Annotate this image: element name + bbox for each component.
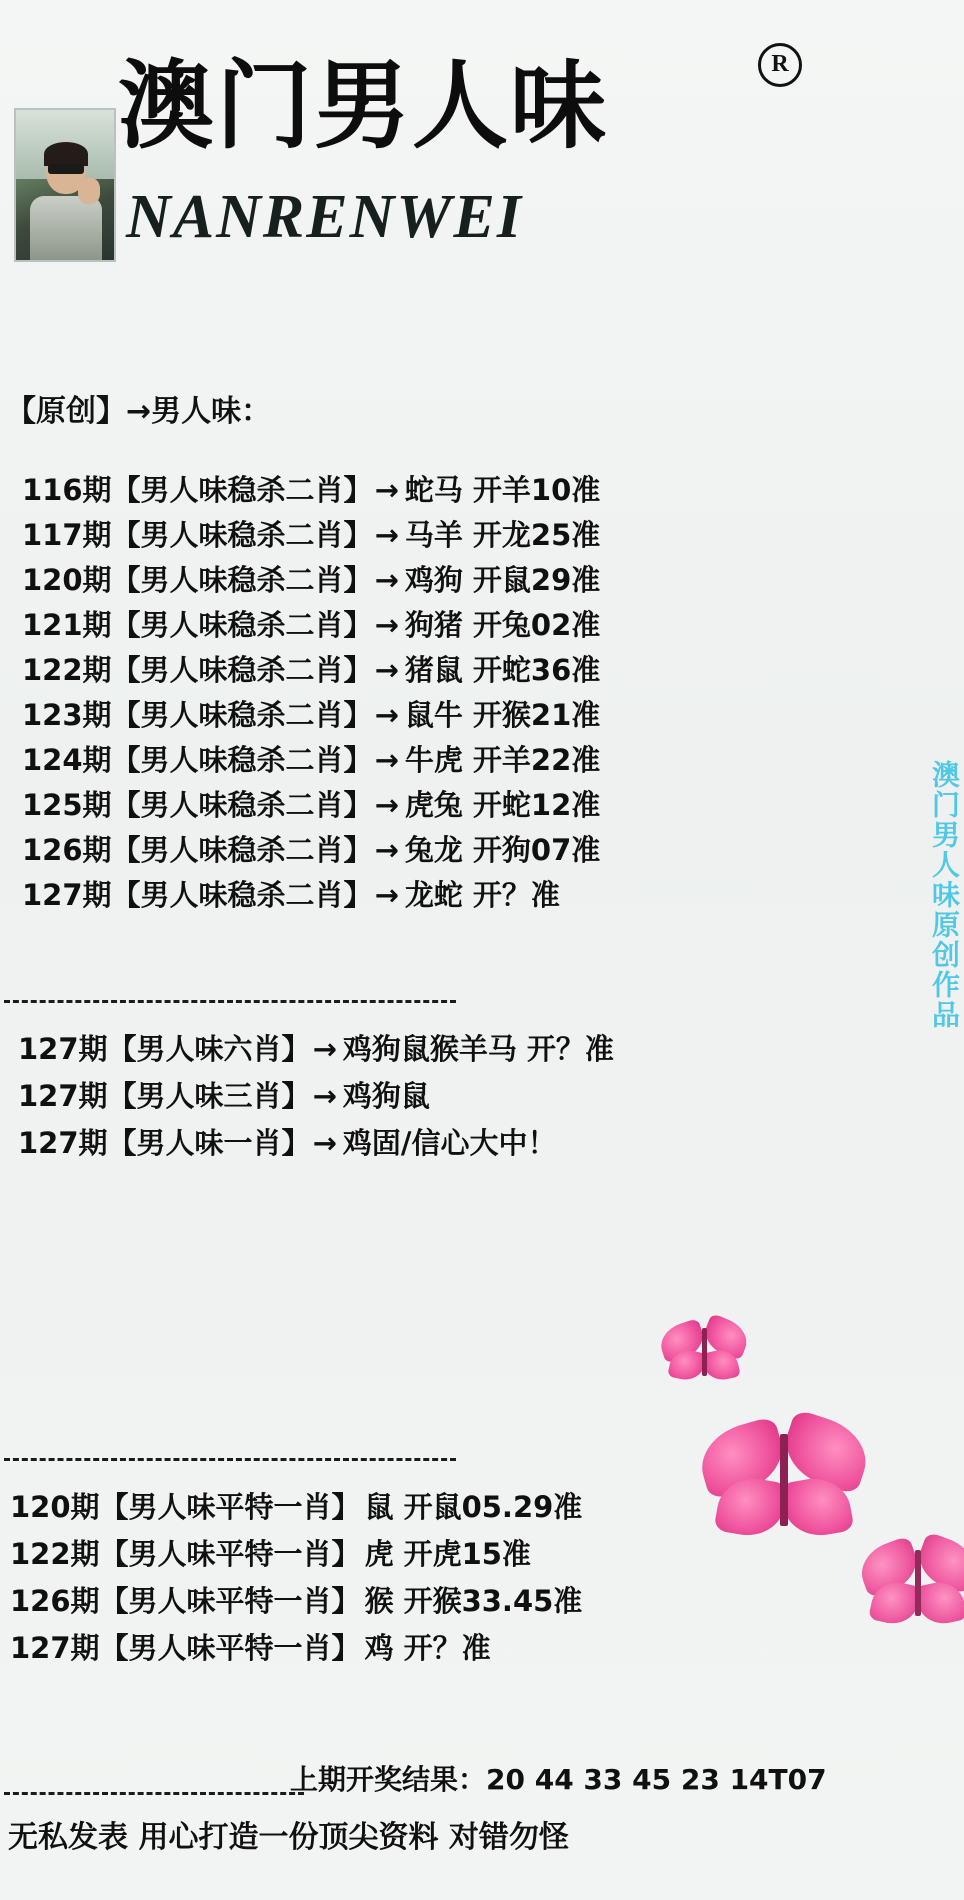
item-title: 【男人味平特一肖】 [99,1631,361,1665]
issue-number: 122期 [22,653,112,687]
zodiac-picks: 鸡狗鼠猴羊马 [342,1032,517,1066]
zodiac-picks: 兔龙 [404,833,463,867]
item-title: 【男人味稳杀二肖】 [111,833,373,867]
issue-number: 127期 [18,1032,108,1066]
tertiary-list [10,1484,950,1672]
zodiac-picks: 猴 [364,1584,394,1618]
previous-draw-result: 上期开奖结果：20 44 33 45 23 14T07 [290,1763,827,1796]
item-title: 【男人味平特一肖】 [99,1490,361,1524]
zodiac-picks: 虎兔 [404,788,463,822]
draw-result: 开鼠29准 [472,563,601,597]
section-label: 【原创】→男人味： [6,394,272,429]
zodiac-picks: 鼠牛 [404,698,463,732]
butterfly-body [702,1328,707,1376]
draw-result: 开羊10准 [472,473,601,507]
draw-result [430,1079,440,1113]
list-item [10,1531,950,1578]
item-title: 【男人味平特一肖】 [99,1584,361,1618]
zodiac-picks: 虎 [364,1537,394,1571]
avatar [14,108,116,262]
zodiac-picks: 鸡 [364,1631,394,1665]
registered-trademark-icon [758,42,802,87]
issue-number: 127期 [18,1126,108,1160]
brand-title-cn: 澳门男人味 [118,50,608,162]
zodiac-picks: 鸡狗鼠 [342,1079,430,1113]
secondary-list [18,1026,938,1167]
item-title: 【男人味稳杀二肖】 [111,563,373,597]
zodiac-picks: 鼠 [364,1490,394,1524]
draw-result: 开鼠05.29准 [403,1490,583,1524]
item-title: 【男人味稳杀二肖】 [111,788,373,822]
draw-result: 开？准 [472,878,560,912]
zodiac-picks: 猪鼠 [404,653,463,687]
list-item [10,1625,950,1672]
arrow-icon: → [374,608,399,642]
zodiac-picks: 牛虎 [404,743,463,777]
zodiac-picks: 鸡狗 [404,563,463,597]
list-item [22,873,922,918]
list-item [10,1578,950,1625]
item-title: 【男人味三肖】 [107,1079,311,1113]
butterfly-icon [660,1320,750,1390]
list-item [22,738,922,783]
main-list [22,468,922,918]
header [0,0,964,300]
item-title: 【男人味稳杀二肖】 [111,473,373,507]
issue-number: 127期 [18,1079,108,1113]
list-item [18,1120,938,1167]
issue-number: 122期 [10,1537,100,1571]
avatar-hair [44,142,88,166]
list-item [22,828,922,873]
list-item [22,603,922,648]
draw-result: 开兔02准 [472,608,601,642]
footer-slogan: 无私发表 用心打造一份顶尖资料 对错勿怪 [8,1820,569,1855]
list-item [22,558,922,603]
draw-result: 开猴33.45准 [403,1584,583,1618]
issue-number: 126期 [22,833,112,867]
vertical-watermark: 澳门男人味原创作品 [928,760,961,1030]
issue-number: 127期 [22,878,112,912]
arrow-icon: → [374,698,399,732]
zodiac-picks: 鸡固/信心大中！ [342,1126,557,1160]
divider-2 [4,1458,456,1461]
list-item [18,1073,938,1120]
arrow-icon: → [374,878,399,912]
arrow-icon: → [374,833,399,867]
draw-result: 开蛇12准 [472,788,601,822]
draw-result [556,1126,566,1160]
arrow-icon: → [374,473,399,507]
arrow-icon: → [312,1032,337,1066]
list-item [10,1484,950,1531]
list-item [22,513,922,558]
issue-number: 116期 [22,473,112,507]
issue-number: 126期 [10,1584,100,1618]
butterfly-wing [699,1313,753,1361]
divider-3 [4,1792,304,1795]
issue-number: 117期 [22,518,112,552]
avatar-body [30,196,102,260]
item-title: 【男人味一肖】 [107,1126,311,1160]
list-item [18,1026,938,1073]
butterfly-wing [667,1347,706,1383]
brand-title-en: NANRENWEI [126,183,523,251]
draw-result: 开蛇36准 [472,653,601,687]
item-title: 【男人味稳杀二肖】 [111,518,373,552]
list-item [22,468,922,513]
item-title: 【男人味平特一肖】 [99,1537,361,1571]
butterfly-wing [701,1347,740,1383]
zodiac-picks: 马羊 [404,518,463,552]
divider-1 [4,1000,456,1003]
draw-result: 开狗07准 [472,833,601,867]
arrow-icon: → [374,518,399,552]
zodiac-picks: 狗猪 [404,608,463,642]
zodiac-picks: 龙蛇 [404,878,463,912]
item-title: 【男人味稳杀二肖】 [111,653,373,687]
butterfly-wing [656,1318,708,1364]
list-item [22,693,922,738]
issue-number: 125期 [22,788,112,822]
arrow-icon: → [312,1126,337,1160]
item-title: 【男人味稳杀二肖】 [111,698,373,732]
list-item [22,648,922,693]
arrow-icon: → [374,563,399,597]
item-title: 【男人味稳杀二肖】 [111,743,373,777]
arrow-icon: → [312,1079,337,1113]
draw-result: 开龙25准 [472,518,601,552]
draw-result: 开猴21准 [472,698,601,732]
registered-mark-letter: R [758,43,802,87]
butterfly-wing [776,1409,876,1496]
item-title: 【男人味六肖】 [107,1032,311,1066]
issue-number: 123期 [22,698,112,732]
list-item [22,783,922,828]
draw-result: 开？准 [403,1631,491,1665]
arrow-icon: → [374,653,399,687]
issue-number: 124期 [22,743,112,777]
zodiac-picks: 蛇马 [404,473,463,507]
issue-number: 121期 [22,608,112,642]
issue-number: 127期 [10,1631,100,1665]
draw-result: 开羊22准 [472,743,601,777]
arrow-icon: → [374,788,399,822]
issue-number: 120期 [22,563,112,597]
avatar-sunglasses [48,164,84,174]
issue-number: 120期 [10,1490,100,1524]
arrow-icon: → [374,743,399,777]
item-title: 【男人味稳杀二肖】 [111,878,373,912]
draw-result: 开虎15准 [403,1537,531,1571]
draw-result: 开？准 [526,1032,614,1066]
item-title: 【男人味稳杀二肖】 [111,608,373,642]
